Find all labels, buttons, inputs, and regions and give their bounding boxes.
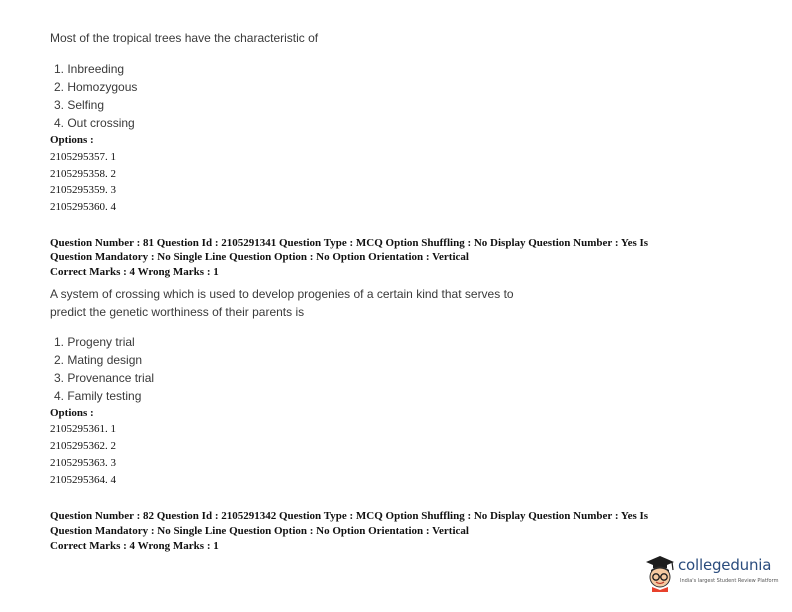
collegedunia-logo	[640, 552, 790, 596]
q81-choice-1: 1. Progeny trial	[54, 335, 135, 349]
q80-choice-4: 4. Out crossing	[54, 116, 135, 130]
q80-option-id-2: 2105295358. 2	[50, 168, 116, 180]
q82-header-line1: Question Number : 82 Question Id : 2105291342 Question Type : MCQ Option Shuffling : No Display Question Number : Yes Is	[50, 510, 649, 522]
q80-question-text: Most of the tropical trees have the characteristic of	[50, 31, 319, 45]
q80-option-id-3: 2105295359. 3	[50, 184, 116, 196]
q81-choice-4: 4. Family testing	[54, 389, 142, 403]
q81-choice-2: 2. Mating design	[54, 353, 143, 367]
q81-option-id-4: 2105295364. 4	[50, 474, 116, 486]
logo-tagline: India's largest Student Review Platform	[680, 578, 779, 584]
q81-option-id-1: 2105295361. 1	[50, 423, 116, 435]
q81-header-line2: Question Mandatory : No Single Line Question Option : No Option Orientation : Vertical	[50, 251, 469, 263]
q82-header-line2: Question Mandatory : No Single Line Question Option : No Option Orientation : Vertical	[50, 525, 469, 537]
q80-options-label: Options :	[50, 134, 94, 146]
q81-header-line1: Question Number : 81 Question Id : 2105291341 Question Type : MCQ Option Shuffling : No Display Question Number : Yes Is	[50, 237, 649, 249]
q80-option-id-1: 2105295357. 1	[50, 151, 116, 163]
q80-choice-2: 2. Homozygous	[54, 80, 138, 94]
logo-brand-text: collegedunia	[678, 556, 772, 574]
q80-choice-3: 3. Selfing	[54, 98, 105, 112]
q81-choice-3: 3. Provenance trial	[54, 371, 155, 385]
q81-marks: Correct Marks : 4 Wrong Marks : 1	[50, 266, 219, 278]
q81-question-line1: A system of crossing which is used to develop progenies of a certain kind that serves to	[50, 287, 514, 301]
q80-option-id-4: 2105295360. 4	[50, 201, 116, 213]
student-mascot-icon	[642, 552, 678, 594]
q81-option-id-2: 2105295362. 2	[50, 440, 116, 452]
q81-question-line2: predict the genetic worthiness of their parents is	[50, 305, 305, 319]
q82-marks: Correct Marks : 4 Wrong Marks : 1	[50, 540, 219, 552]
q81-option-id-3: 2105295363. 3	[50, 457, 116, 469]
q81-options-label: Options :	[50, 407, 94, 419]
q80-choice-1: 1. Inbreeding	[54, 62, 125, 76]
